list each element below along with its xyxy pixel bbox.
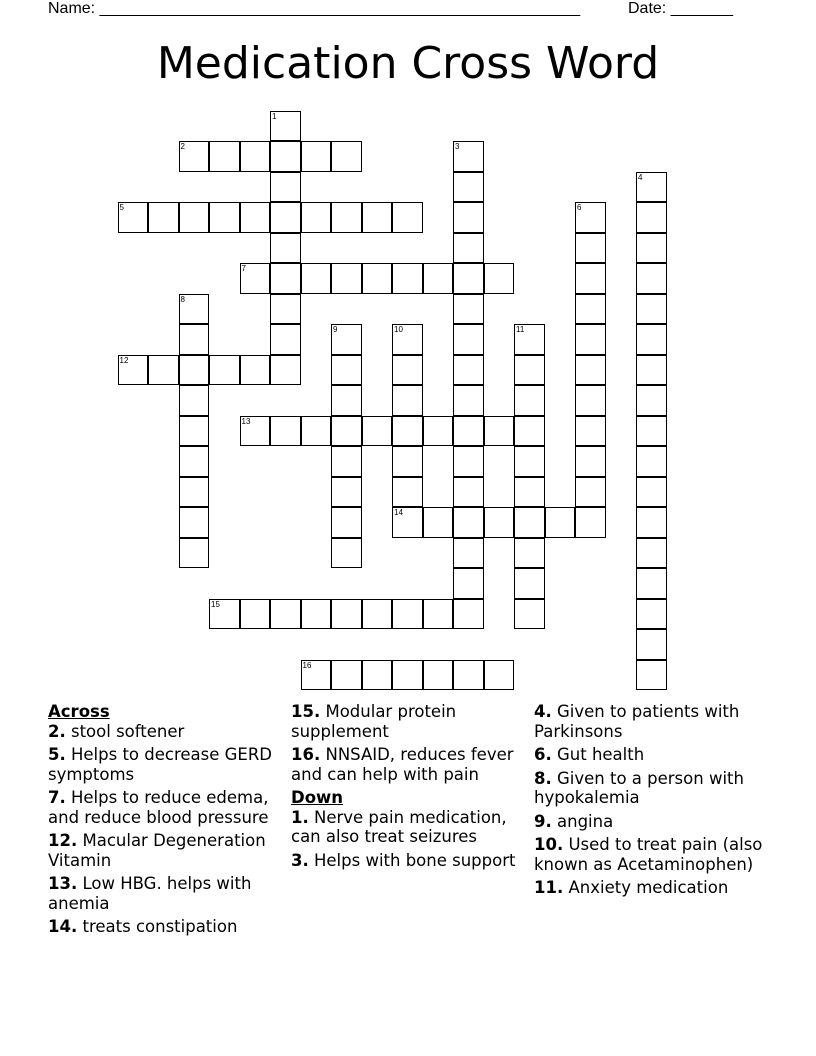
- grid-cell[interactable]: [270, 416, 301, 447]
- grid-cell[interactable]: [270, 599, 301, 630]
- clue-number: 1: [272, 111, 277, 121]
- grid-cell[interactable]: [453, 538, 484, 569]
- grid-cell[interactable]: [392, 324, 423, 355]
- grid-cell[interactable]: [636, 172, 667, 203]
- clue-item-text: Anxiety medication: [563, 878, 729, 897]
- grid-cell[interactable]: [636, 629, 667, 660]
- clue-item: [48, 745, 284, 784]
- grid-cell[interactable]: [240, 202, 271, 233]
- grid-cell[interactable]: [575, 507, 606, 538]
- clue-item-number: 13.: [48, 874, 78, 893]
- grid-cell[interactable]: [240, 355, 271, 386]
- grid-cell[interactable]: [514, 477, 545, 508]
- clue-item: [534, 745, 774, 765]
- grid-cell[interactable]: [331, 324, 362, 355]
- clue-item-number: 8.: [534, 768, 552, 788]
- grid-cell[interactable]: [484, 660, 515, 691]
- grid-cell[interactable]: [240, 141, 271, 172]
- grid-cell[interactable]: [484, 263, 515, 294]
- grid-cell[interactable]: [331, 538, 362, 569]
- clue-number: 11: [516, 325, 525, 334]
- grid-cell[interactable]: [423, 507, 454, 538]
- clue-item-text: Given to patients with Parkinsons: [534, 702, 740, 741]
- grid-cell[interactable]: [575, 202, 606, 233]
- grid-cell[interactable]: [575, 324, 606, 355]
- grid-cell[interactable]: [331, 599, 362, 630]
- clue-item-number: 6.: [534, 745, 552, 764]
- grid-cell[interactable]: [240, 599, 271, 630]
- page-title: Medication Cross Word: [156, 38, 660, 89]
- grid-cell[interactable]: [179, 141, 210, 172]
- clue-item-text: treats constipation: [77, 917, 238, 936]
- clue-number: 10: [394, 325, 403, 334]
- grid-cell[interactable]: [362, 263, 393, 294]
- grid-cell[interactable]: [575, 385, 606, 416]
- grid-cell[interactable]: [453, 660, 484, 691]
- grid-cell[interactable]: [453, 568, 484, 599]
- clue-item: [534, 812, 774, 832]
- grid-cell[interactable]: [575, 294, 606, 325]
- clue-item: [534, 769, 774, 808]
- clue-item: [48, 831, 284, 870]
- clue-item-text: NNSAID, reduces fever and can help with pain: [291, 745, 514, 784]
- grid-cell[interactable]: [514, 324, 545, 355]
- clue-number: 12: [119, 355, 129, 365]
- grid-cell[interactable]: [453, 355, 484, 386]
- grid-cell[interactable]: [392, 416, 423, 447]
- grid-cell[interactable]: [636, 385, 667, 416]
- grid-cell[interactable]: [392, 599, 423, 630]
- clue-item-number: 16.: [291, 745, 321, 764]
- grid-cell[interactable]: [331, 141, 362, 172]
- grid-cell[interactable]: [179, 202, 210, 233]
- grid-cell[interactable]: [331, 385, 362, 416]
- grid-cell[interactable]: [331, 507, 362, 538]
- grid-cell[interactable]: [636, 416, 667, 447]
- grid-cell[interactable]: [453, 263, 484, 294]
- clue-item-number: 1.: [291, 807, 309, 827]
- grid-cell[interactable]: [331, 355, 362, 386]
- clue-item: [291, 745, 519, 784]
- clue-item-number: 4.: [534, 702, 552, 721]
- clue-item: [534, 835, 774, 874]
- grid-cell[interactable]: [270, 141, 301, 172]
- across-heading: Across: [48, 702, 110, 721]
- clue-item-number: 9.: [534, 811, 552, 831]
- grid-cell[interactable]: [209, 355, 240, 386]
- grid-cell[interactable]: [240, 416, 271, 447]
- clue-number: 2: [180, 142, 185, 151]
- grid-cell[interactable]: [301, 141, 332, 172]
- grid-cell[interactable]: [453, 385, 484, 416]
- clue-item-number: 2.: [48, 721, 66, 741]
- clue-item-text: Macular Degeneration Vitamin: [48, 831, 266, 870]
- clue-item-number: 14.: [48, 917, 78, 936]
- clue-number: 7: [241, 264, 246, 273]
- grid-cell[interactable]: [392, 355, 423, 386]
- grid-cell[interactable]: [392, 263, 423, 294]
- grid-cell[interactable]: [636, 507, 667, 538]
- grid-cell[interactable]: [392, 477, 423, 508]
- grid-cell[interactable]: [331, 477, 362, 508]
- grid-cell[interactable]: [423, 263, 454, 294]
- grid-cell[interactable]: [514, 446, 545, 477]
- clue-item-number: 5.: [48, 745, 66, 764]
- grid-cell[interactable]: [636, 477, 667, 508]
- grid-cell[interactable]: [484, 507, 515, 538]
- grid-cell[interactable]: [636, 538, 667, 569]
- clue-item-number: 10.: [534, 835, 564, 854]
- clue-item-number: 12.: [48, 831, 78, 850]
- clue-item-text: stool softener: [65, 721, 185, 741]
- grid-cell[interactable]: [423, 599, 454, 630]
- grid-cell[interactable]: [179, 385, 210, 416]
- grid-cell[interactable]: [514, 538, 545, 569]
- grid-cell[interactable]: [575, 477, 606, 508]
- grid-cell[interactable]: [331, 416, 362, 447]
- grid-cell[interactable]: [484, 416, 515, 447]
- grid-cell[interactable]: [270, 355, 301, 386]
- grid-cell[interactable]: [179, 446, 210, 477]
- grid-cell[interactable]: [575, 446, 606, 477]
- grid-cell[interactable]: [392, 385, 423, 416]
- grid-cell[interactable]: [301, 202, 332, 233]
- grid-cell[interactable]: [636, 660, 667, 691]
- clue-number: 4: [638, 172, 643, 182]
- grid-cell[interactable]: [362, 202, 393, 233]
- grid-cell[interactable]: [453, 141, 484, 172]
- clue-item-number: 15.: [291, 702, 321, 721]
- clue-item-text: Helps to decrease GERD symptoms: [48, 745, 273, 784]
- grid-cell[interactable]: [331, 263, 362, 294]
- grid-cell[interactable]: [453, 324, 484, 355]
- clue-item-text: Helps to reduce edema, and reduce blood pressure: [48, 788, 269, 827]
- clue-column-3: [534, 702, 774, 902]
- grid-cell[interactable]: [148, 355, 179, 386]
- grid-cell[interactable]: [209, 202, 240, 233]
- grid-cell[interactable]: [636, 324, 667, 355]
- grid-cell[interactable]: [331, 446, 362, 477]
- grid-cell[interactable]: [575, 233, 606, 264]
- grid-cell[interactable]: [179, 416, 210, 447]
- clue-item-number: 3.: [291, 850, 309, 870]
- grid-cell[interactable]: [575, 263, 606, 294]
- clue-item-text: Modular protein supplement: [291, 702, 457, 741]
- grid-cell[interactable]: [209, 141, 240, 172]
- clue-item-text: Helps with bone support: [308, 850, 516, 870]
- grid-cell[interactable]: [453, 202, 484, 233]
- grid-cell[interactable]: [514, 507, 545, 538]
- grid-cell[interactable]: [453, 477, 484, 508]
- grid-cell[interactable]: [270, 172, 301, 203]
- grid-cell[interactable]: [636, 233, 667, 264]
- clue-number: 15: [211, 599, 220, 609]
- grid-cell[interactable]: [453, 599, 484, 630]
- grid-cell[interactable]: [423, 416, 454, 447]
- clue-number: 8: [180, 294, 185, 304]
- grid-cell[interactable]: [514, 599, 545, 630]
- clue-number: 5: [119, 203, 124, 212]
- clue-item: [48, 788, 284, 827]
- grid-cell[interactable]: [636, 294, 667, 325]
- grid-cell[interactable]: [636, 446, 667, 477]
- grid-cell[interactable]: [179, 507, 210, 538]
- grid-cell[interactable]: [453, 172, 484, 203]
- grid-cell[interactable]: [179, 538, 210, 569]
- clue-item-text: angina: [551, 811, 614, 831]
- grid-cell[interactable]: [270, 202, 301, 233]
- grid-cell[interactable]: [179, 294, 210, 325]
- grid-cell[interactable]: [362, 599, 393, 630]
- clue-number: 14: [394, 508, 403, 517]
- clue-item: [291, 702, 519, 741]
- grid-cell[interactable]: [179, 324, 210, 355]
- clue-number: 6: [577, 203, 582, 212]
- grid-cell[interactable]: [453, 294, 484, 325]
- clue-column-2: [291, 702, 519, 874]
- clue-item-number: 7.: [48, 788, 66, 807]
- grid-cell[interactable]: [392, 202, 423, 233]
- grid-cell[interactable]: [209, 599, 240, 630]
- grid-cell[interactable]: [636, 355, 667, 386]
- grid-cell[interactable]: [575, 416, 606, 447]
- grid-cell[interactable]: [514, 355, 545, 386]
- clue-item: [48, 722, 284, 742]
- grid-cell[interactable]: [240, 263, 271, 294]
- clue-item: [48, 874, 284, 913]
- grid-cell[interactable]: [270, 233, 301, 264]
- clue-number: 16: [302, 660, 312, 670]
- grid-cell[interactable]: [179, 355, 210, 386]
- grid-cell[interactable]: [636, 599, 667, 630]
- grid-cell[interactable]: [575, 355, 606, 386]
- grid-cell[interactable]: [392, 660, 423, 691]
- grid-cell[interactable]: [453, 507, 484, 538]
- clue-item-text: Used to treat pain (also known as Acetaminophen): [534, 835, 763, 874]
- clue-item: [291, 851, 519, 871]
- clue-number: 9: [333, 325, 338, 334]
- clue-item: [291, 808, 519, 847]
- name-field[interactable]: Name: ______________________________________________________: [48, 0, 581, 17]
- grid-cell[interactable]: [148, 202, 179, 233]
- down-heading: Down: [291, 788, 344, 807]
- clue-item: [534, 702, 774, 741]
- grid-cell[interactable]: [270, 263, 301, 294]
- grid-cell[interactable]: [392, 507, 423, 538]
- clue-item-text: Gut health: [551, 745, 645, 764]
- clue-number: 13: [241, 416, 251, 426]
- clue-item: [534, 878, 774, 898]
- grid-cell[interactable]: [179, 477, 210, 508]
- grid-cell[interactable]: [301, 660, 332, 691]
- grid-cell[interactable]: [301, 263, 332, 294]
- grid-cell[interactable]: [514, 385, 545, 416]
- grid-cell[interactable]: [453, 233, 484, 264]
- grid-cell[interactable]: [270, 111, 301, 142]
- clue-item-text: Low HBG. helps with anemia: [48, 874, 252, 913]
- grid-cell[interactable]: [453, 416, 484, 447]
- grid-cell[interactable]: [636, 202, 667, 233]
- date-field[interactable]: Date: _______: [628, 0, 733, 17]
- grid-cell[interactable]: [301, 416, 332, 447]
- clue-item: [48, 917, 284, 937]
- clue-column-1: [48, 702, 284, 941]
- grid-cell[interactable]: [270, 324, 301, 355]
- grid-cell[interactable]: [331, 202, 362, 233]
- grid-cell[interactable]: [392, 446, 423, 477]
- grid-cell[interactable]: [270, 294, 301, 325]
- grid-cell[interactable]: [545, 507, 576, 538]
- grid-cell[interactable]: [331, 660, 362, 691]
- grid-cell[interactable]: [514, 568, 545, 599]
- clue-item-number: 11.: [534, 878, 564, 897]
- clue-item-text: Nerve pain medication, can also treat seizures: [291, 807, 507, 846]
- clue-number: 3: [455, 142, 460, 151]
- grid-cell[interactable]: [453, 446, 484, 477]
- grid-cell[interactable]: [301, 599, 332, 630]
- grid-cell[interactable]: [362, 416, 393, 447]
- grid-cell[interactable]: [423, 660, 454, 691]
- grid-cell[interactable]: [118, 355, 149, 386]
- clue-item-text: Given to a person with hypokalemia: [534, 768, 744, 807]
- grid-cell[interactable]: [514, 416, 545, 447]
- grid-cell[interactable]: [636, 263, 667, 294]
- grid-cell[interactable]: [118, 202, 149, 233]
- grid-cell[interactable]: [362, 660, 393, 691]
- grid-cell[interactable]: [636, 568, 667, 599]
